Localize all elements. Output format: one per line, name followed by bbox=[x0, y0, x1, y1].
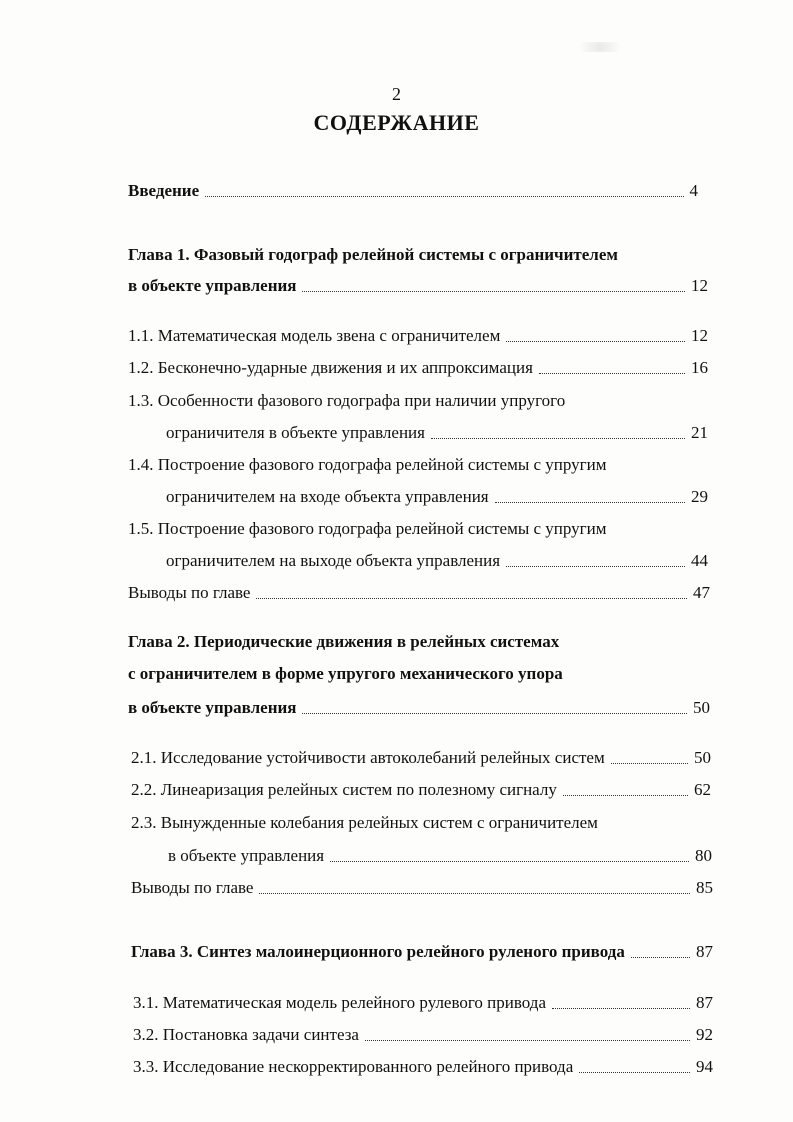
chapter-2-title-line1[interactable]: Глава 2. Периодические движения в релейных системах bbox=[128, 632, 560, 651]
toc-entry-1-3[interactable] bbox=[166, 422, 708, 444]
toc-page-number: 62 bbox=[694, 780, 711, 799]
scan-artifact bbox=[570, 42, 630, 52]
toc-page-number: 47 bbox=[693, 583, 710, 602]
toc-entry-text: Выводы по главе bbox=[128, 583, 251, 602]
chapter-1-title[interactable]: Глава 1. Фазовый годограф релейной системы с ограничителем bbox=[128, 245, 618, 264]
toc-entry-chapter-1[interactable] bbox=[128, 275, 708, 297]
dot-leader bbox=[256, 597, 687, 599]
toc-page-number: 92 bbox=[696, 1025, 713, 1044]
toc-page-number: 29 bbox=[691, 487, 708, 506]
toc-entry-text: 3.2. Постановка задачи синтеза bbox=[133, 1025, 359, 1044]
toc-page-number: 50 bbox=[693, 698, 710, 717]
toc-entry-text: ограничителем на входе объекта управления bbox=[166, 487, 489, 506]
toc-entry-1-4[interactable] bbox=[166, 486, 708, 508]
toc-entry-text: 2.2. Линеаризация релейных систем по полезному сигналу bbox=[131, 780, 557, 799]
dot-leader bbox=[506, 340, 685, 342]
toc-entry-chapter-3[interactable] bbox=[131, 941, 713, 963]
toc-page-number: 80 bbox=[695, 846, 712, 865]
toc-entry-3-3[interactable] bbox=[133, 1056, 713, 1078]
dot-leader bbox=[579, 1071, 690, 1073]
toc-entry-ch2-conclusions[interactable] bbox=[131, 877, 713, 899]
toc-entry-1-2[interactable] bbox=[128, 357, 708, 379]
toc-entry-text: 3.3. Исследование нескорректированного релейного привода bbox=[133, 1057, 574, 1076]
toc-entry-text: в объекте управления bbox=[128, 276, 297, 295]
dot-leader bbox=[365, 1039, 690, 1041]
dot-leader bbox=[495, 501, 685, 503]
dot-leader bbox=[631, 956, 690, 958]
toc-entry-1-1[interactable] bbox=[128, 325, 708, 347]
toc-entry-3-1[interactable] bbox=[133, 992, 713, 1014]
toc-entry-text: ограничителем на выходе объекта управления bbox=[166, 551, 501, 570]
toc-entry-text: 3.1. Математическая модель релейного рулевого привода bbox=[133, 993, 546, 1012]
toc-entry-2-2[interactable] bbox=[131, 779, 711, 801]
toc-entry-chapter-2[interactable] bbox=[128, 697, 710, 719]
dot-leader bbox=[330, 860, 689, 862]
toc-entry-1-3-line1[interactable]: 1.3. Особенности фазового годографа при наличии упругого bbox=[128, 391, 566, 410]
toc-entry-text: 2.1. Исследование устойчивости автоколебаний релейных систем bbox=[131, 748, 605, 767]
toc-entry-ch1-conclusions[interactable] bbox=[128, 582, 710, 604]
dot-leader bbox=[302, 712, 687, 714]
toc-page-number: 85 bbox=[696, 878, 713, 897]
toc-entry-2-3[interactable] bbox=[168, 845, 712, 867]
dot-leader bbox=[302, 290, 685, 292]
toc-page-number: 21 bbox=[691, 423, 708, 442]
dot-leader bbox=[552, 1007, 690, 1009]
toc-entry-3-2[interactable] bbox=[133, 1024, 713, 1046]
toc-entry-intro[interactable] bbox=[128, 180, 698, 202]
toc-page-number: 12 bbox=[691, 326, 708, 345]
dot-leader bbox=[563, 794, 688, 796]
toc-page-number: 94 bbox=[696, 1057, 713, 1076]
toc-page-number: 12 bbox=[691, 276, 708, 295]
chapter-2-title-line2[interactable]: с ограничителем в форме упругого механического упора bbox=[128, 664, 563, 683]
toc-entry-text: ограничителя в объекте управления bbox=[166, 423, 425, 442]
dot-leader bbox=[431, 437, 685, 439]
dot-leader bbox=[506, 565, 685, 567]
page-number: 2 bbox=[392, 84, 401, 104]
dot-leader bbox=[611, 762, 688, 764]
dot-leader bbox=[539, 372, 685, 374]
toc-entry-text: в объекте управления bbox=[128, 698, 297, 717]
toc-entry-2-3-line1[interactable]: 2.3. Вынужденные колебания релейных систем с ограничителем bbox=[131, 813, 598, 832]
toc-page-number: 44 bbox=[691, 551, 708, 570]
dot-leader bbox=[205, 195, 683, 197]
toc-entry-1-4-line1[interactable]: 1.4. Построение фазового годографа релейной системы с упругим bbox=[128, 455, 607, 474]
toc-page-number: 87 bbox=[696, 993, 713, 1012]
toc-entry-text: 1.2. Бесконечно-ударные движения и их аппроксимация bbox=[128, 358, 533, 377]
toc-entry-1-5[interactable] bbox=[166, 550, 708, 572]
page-title: СОДЕРЖАНИЕ bbox=[313, 110, 480, 135]
toc-entry-1-5-line1[interactable]: 1.5. Построение фазового годографа релейной системы с упругим bbox=[128, 519, 607, 538]
toc-page-number: 4 bbox=[689, 181, 698, 200]
toc-entry-2-1[interactable] bbox=[131, 747, 711, 769]
toc-page-number: 50 bbox=[694, 748, 711, 767]
toc-entry-text: Введение bbox=[128, 181, 200, 200]
toc-entry-text: Глава 3. Синтез малоинерционного релейного руленого привода bbox=[131, 942, 625, 961]
dot-leader bbox=[259, 892, 690, 894]
toc-page-number: 16 bbox=[691, 358, 708, 377]
toc-page-number: 87 bbox=[696, 942, 713, 961]
toc-entry-text: 1.1. Математическая модель звена с ограничителем bbox=[128, 326, 501, 345]
toc-entry-text: Выводы по главе bbox=[131, 878, 254, 897]
toc-entry-text: в объекте управления bbox=[168, 846, 325, 865]
